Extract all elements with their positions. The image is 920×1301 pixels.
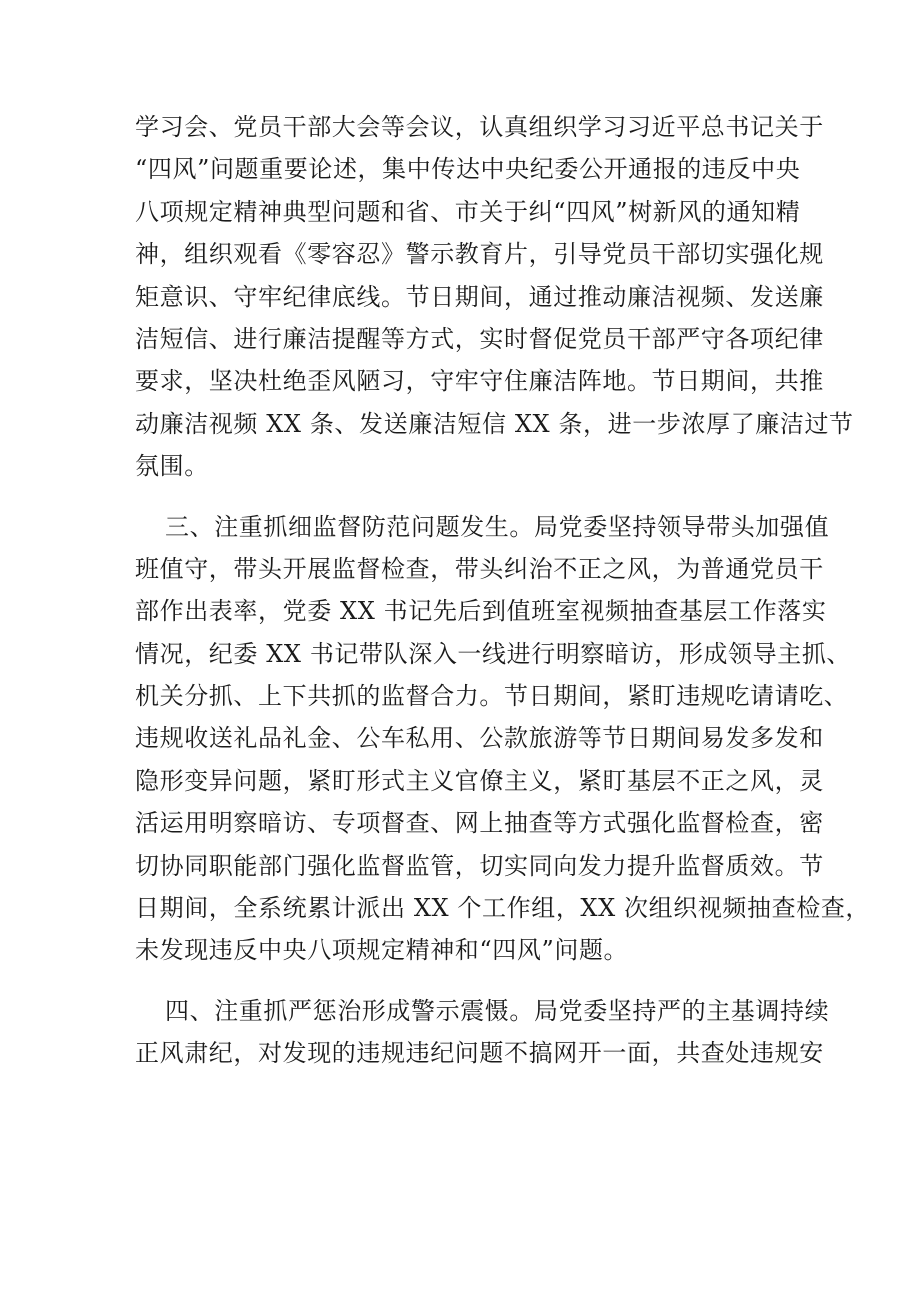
text-line: 隐形变异问题，紧盯形式主义官僚主义，紧盯基层不正之风，灵 — [135, 766, 824, 795]
paragraph-spacer — [135, 488, 792, 506]
text-line: 矩意识、守牢纪律底线。节日期间，通过推动廉洁视频、发送廉 — [135, 282, 824, 311]
text-line: 部作出表率，党委 XX 书记先后到值班室视频抽查基层工作落实 — [135, 597, 827, 626]
text-line: 四、注重抓严惩治形成警示震慑。局党委坚持严的主基调持续 — [165, 996, 830, 1025]
text-line: 氛围。 — [135, 452, 209, 481]
text-line: 机关分抓、上下共抓的监督合力。节日期间，紧盯违规吃请请吃、 — [135, 682, 849, 711]
text-line: 学习会、党员干部大会等会议，认真组织学习习近平总书记关于 — [135, 113, 824, 141]
paragraph-1 — [135, 106, 854, 488]
text-line: 三、注重抓细监督防范问题发生。局党委坚持领导带头加强值 — [165, 512, 830, 541]
text-line: 要求，坚决杜绝歪风陋习，守牢守住廉洁阵地。节日期间，共推 — [135, 367, 824, 396]
text-line: 八项规定精神典型问题和省、市关于纠“四风”树新风的通知精 — [135, 197, 801, 226]
text-line: “四风”问题重要论述，集中传达中央纪委公开通报的违反中央 — [135, 155, 801, 184]
text-line: 切协同职能部门强化监督监管，切实同向发力提升监督质效。节 — [135, 851, 824, 880]
text-line: 未发现违反中央八项规定精神和“四风”问题。 — [135, 936, 629, 965]
paragraph-spacer — [135, 972, 792, 990]
paragraph-2 — [135, 506, 871, 972]
text-line: 动廉洁视频 XX 条、发送廉洁短信 XX 条，进一步浓厚了廉洁过节 — [135, 409, 854, 438]
text-line: 活运用明察暗访、专项督查、网上抽查等方式强化监督检查，密 — [135, 809, 824, 838]
text-line: 洁短信、进行廉洁提醒等方式，实时督促党员干部严守各项纪律 — [135, 324, 824, 353]
text-line: 违规收送礼品礼金、公车私用、公款旅游等节日期间易发多发和 — [135, 724, 824, 753]
text-line: 神，组织观看《零容忍》警示教育片，引导党员干部切实强化规 — [135, 240, 824, 269]
text-line: 班值守，带头开展监督检查，带头纠治不正之风，为普通党员干 — [135, 554, 824, 583]
text-line: 正风肃纪，对发现的违规违纪问题不搞网开一面，共查处违规安 — [135, 1039, 824, 1068]
text-line: 日期间，全系统累计派出 XX 个工作组，XX 次组织视频抽查检查， — [135, 894, 871, 923]
text-line: 情况，纪委 XX 书记带队深入一线进行明察暗访，形成领导主抓、 — [135, 639, 852, 668]
paragraph-3 — [135, 990, 830, 1075]
